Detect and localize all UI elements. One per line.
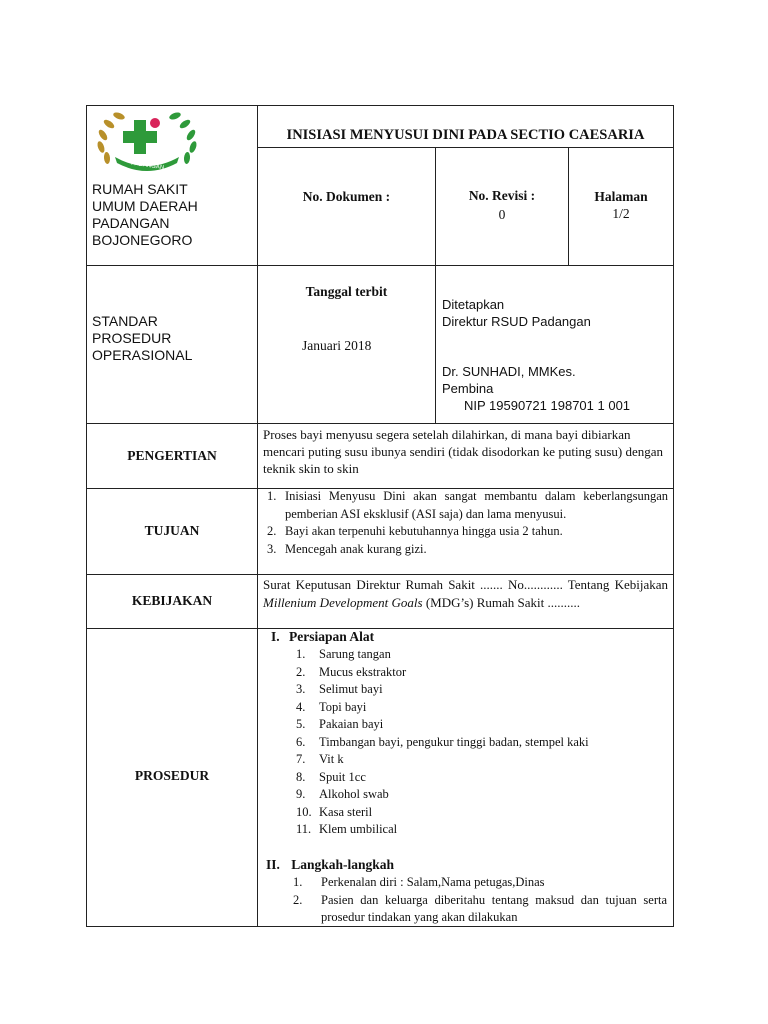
- hospital-name-line: RUMAH SAKIT: [92, 181, 188, 197]
- sop-label-line: OPERASIONAL: [92, 347, 193, 363]
- section-title: Langkah-langkah: [291, 857, 395, 872]
- list-item-number: 6.: [296, 734, 306, 749]
- sop-label-line: STANDAR: [92, 313, 158, 329]
- table-top-border: [86, 105, 674, 106]
- list-item-number: 3.: [267, 541, 277, 556]
- revision-label: No. Revisi :: [468, 188, 536, 203]
- table-left-border: [86, 105, 87, 927]
- list-item-text: Kasa steril: [319, 804, 373, 819]
- logo-text: RSUD PADANGAN: [130, 155, 165, 172]
- list-item: [267, 541, 668, 559]
- sop-label-line: PROSEDUR: [92, 330, 172, 346]
- list-item-text: Sarung tangan: [319, 647, 391, 661]
- list-item: [267, 488, 668, 523]
- revision-value: 0: [498, 207, 506, 222]
- list-item-number: 7.: [296, 752, 306, 766]
- section-heading: [266, 856, 394, 874]
- pengertian-label: PENGERTIAN: [127, 448, 217, 463]
- list-item-text: Bayi akan terpenuhi kebutuhannya hingga usia 2 tahun.: [285, 524, 563, 538]
- list-item-number: 1.: [267, 489, 277, 503]
- list-item-number: 1.: [293, 875, 303, 889]
- list-item-text: Klem umbilical: [319, 822, 398, 836]
- approval-line: Ditetapkan: [442, 297, 505, 312]
- list-item-text: Selimut bayi: [319, 682, 383, 696]
- kebijakan-text-italic: Millenium Development Goals: [263, 595, 423, 610]
- list-item: [293, 874, 667, 892]
- prosedur-label: PROSEDUR: [134, 768, 210, 783]
- list-item: [267, 523, 668, 541]
- hospital-name-line: UMUM DAERAH: [92, 198, 198, 214]
- list-item: [296, 681, 666, 699]
- issue-date-value: Januari 2018: [302, 338, 372, 353]
- kebijakan-text-part: (MDG’s) Rumah Sakit ..........: [422, 595, 581, 610]
- list-item: [296, 699, 666, 717]
- kebijakan-label: KEBIJAKAN: [131, 593, 213, 608]
- document-title: INISIASI MENYUSUI DINI PADA SECTIO CAESARIA: [286, 127, 645, 143]
- list-item-text: Inisiasi Menyusu Dini akan sangat membantu dalam keberlangsungan pemberian ASI eksklusif (ASI saja) dan lama menyusui.: [285, 489, 668, 521]
- section-heading: [271, 628, 374, 646]
- list-item: [296, 664, 666, 682]
- list-item-text: Topi bayi: [319, 699, 367, 714]
- list-item-number: 3.: [296, 682, 306, 696]
- steps-list: [293, 874, 667, 927]
- list-item-number: 5.: [296, 717, 306, 731]
- list-item: [296, 751, 666, 769]
- list-item: [296, 734, 666, 752]
- equipment-list: [296, 646, 666, 839]
- list-item-number: 9.: [296, 787, 306, 801]
- section-number: II.: [266, 857, 280, 872]
- signer-block: [442, 363, 630, 414]
- doc-number-label: No. Dokumen :: [302, 189, 391, 204]
- list-item: [296, 786, 666, 804]
- sop-row-divider: [86, 423, 674, 424]
- list-item-text: Pasien dan keluarga diberitahu tentang maksud dan tujuan serta prosedur tindakan yang akan dilakukan: [321, 892, 667, 924]
- tujuan-list: [267, 488, 668, 558]
- signer-nip: NIP 19590721 198701 1 001: [464, 398, 631, 413]
- pengertian-text: Proses bayi menyusu segera setelah dilahirkan, di mana bayi dibiarkan mencari puting susu ibunya sendiri (tidak disodorkan ke puting susu) dengan teknik skin to skin: [263, 427, 664, 476]
- list-item: [296, 769, 666, 787]
- list-item: [296, 716, 666, 734]
- hospital-name-line: PADANGAN: [92, 215, 170, 231]
- list-item: [293, 892, 667, 927]
- tujuan-label: TUJUAN: [144, 523, 200, 538]
- header-row-divider: [86, 265, 674, 266]
- list-item-text: Pakaian bayi: [319, 717, 384, 731]
- table-right-border: [673, 105, 674, 927]
- kebijakan-row-divider: [86, 628, 674, 629]
- title-row-divider: [257, 147, 674, 148]
- list-item-number: 2.: [293, 892, 303, 907]
- list-item-text: Mencegah anak kurang gizi.: [285, 541, 427, 556]
- signer-rank: Pembina: [442, 381, 494, 396]
- hospital-name-line: BOJONEGORO: [92, 232, 193, 248]
- approval-block: [442, 296, 591, 330]
- list-item-text: Alkohol swab: [319, 787, 389, 801]
- list-item-text: Vit k: [319, 752, 344, 766]
- tujuan-row-divider: [86, 574, 674, 575]
- list-item-text: Perkenalan diri : Salam,Nama petugas,Dinas: [321, 875, 545, 889]
- kebijakan-text-part: Surat Keputusan Direktur Rumah Sakit ....... No............ Tentang Kebijakan: [263, 577, 668, 592]
- list-item-number: 4.: [296, 699, 306, 714]
- list-item: [296, 804, 666, 822]
- list-item-text: Mucus ekstraktor: [319, 664, 407, 679]
- list-item-number: 8.: [296, 769, 306, 784]
- issue-date-label: Tanggal terbit: [305, 284, 388, 299]
- page-value: 1/2: [612, 206, 630, 221]
- list-item-text: Timbangan bayi, pengukur tinggi badan, stempel kaki: [319, 734, 589, 749]
- hospital-name: [92, 181, 252, 249]
- kebijakan-text: [263, 576, 668, 612]
- hospital-logo: [93, 107, 201, 175]
- list-item-number: 11.: [296, 822, 312, 836]
- list-item: [296, 646, 666, 664]
- page-label: Halaman: [594, 189, 648, 204]
- signer-name: Dr. SUNHADI, MMKes.: [442, 364, 576, 379]
- section-title: Persiapan Alat: [289, 629, 375, 644]
- list-item-number: 10.: [296, 804, 312, 819]
- list-item-number: 2.: [267, 524, 277, 538]
- list-item-text: Spuit 1cc: [319, 769, 366, 784]
- sop-label: [92, 313, 252, 364]
- label-column-divider: [257, 105, 258, 927]
- list-item-number: 2.: [296, 664, 306, 679]
- list-item: [296, 821, 666, 839]
- approval-director: Direktur RSUD Padangan: [442, 314, 591, 329]
- section-number: I.: [271, 629, 280, 644]
- list-item-number: 1.: [296, 647, 306, 661]
